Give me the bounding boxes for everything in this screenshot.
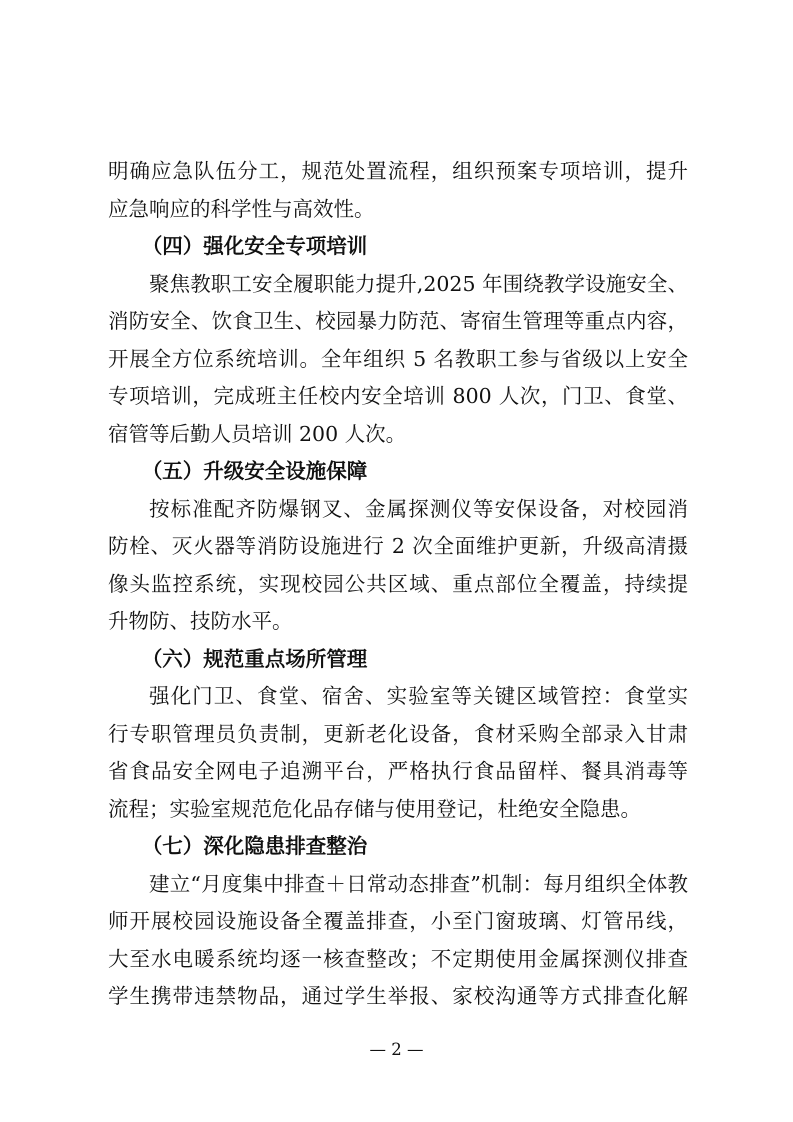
text-line: 流程；实验室规范危化品存储与使用登记，杜绝安全隐患。 [108,796,641,821]
text-line: 建立“月度集中排查＋日常动态排查”机制：每月组织全体教 [149,871,688,896]
page-number: — 2 — [369,1040,424,1059]
paragraph-continuation [108,153,688,228]
section-heading: （五）升级安全设施保障 [141,459,368,483]
text-line: 像头监控系统，实现校园公共区域、重点部位全覆盖，持续提 [108,571,688,596]
text-line: 消防安全、饮食卫生、校园暴力防范、寄宿生管理等重点内容， [108,309,688,333]
text-line: 应急响应的科学性与高效性。 [108,196,375,221]
text-line: 省食品安全网电子追溯平台，严格执行食品留样、餐具消毒等 [108,759,688,783]
text-line: 大至水电暖系统均逐一核查整改；不定期使用金属探测仪排查 [108,946,688,971]
text-line: 师开展校园设施设备全覆盖排查，小至门窗玻璃、灯管吊线， [108,909,688,933]
text-line: 防栓、灭火器等消防设施进行 2 次全面维护更新，升级高清摄 [108,534,688,558]
text-line: 强化门卫、食堂、宿舍、实验室等关键区域管控：食堂实 [149,684,688,708]
text-line: 聚焦教职工安全履职能力提升,2025 年围绕教学设施安全、 [149,271,688,296]
text-line: 学生携带违禁物品，通过学生举报、家校沟通等方式排查化解 [108,984,688,1008]
paragraph [108,866,688,1016]
section-heading: （七）深化隐患排查整治 [141,834,368,858]
paragraph [108,491,688,641]
paragraph [108,266,688,454]
section-heading: （四）强化安全专项培训 [141,234,368,258]
text-line: 专项培训，完成班主任校内安全培训 800 人次，门卫、食堂、 [108,384,688,408]
text-line: 宿管等后勤人员培训 200 人次。 [108,421,407,446]
text-line: 开展全方位系统培训。全年组织 5 名教职工参与省级以上安全 [108,346,688,371]
document-body [108,153,688,1016]
text-line: 按标准配齐防爆钢叉、金属探测仪等安保设备，对校园消 [149,496,688,521]
text-line: 升物防、技防水平。 [108,609,293,633]
paragraph [108,678,688,828]
text-line: 明确应急队伍分工，规范处置流程，组织预案专项培训，提升 [108,159,688,183]
text-line: 行专职管理员负责制，更新老化设备，食材采购全部录入甘肃 [108,721,688,746]
section-heading: （六）规范重点场所管理 [141,646,368,671]
